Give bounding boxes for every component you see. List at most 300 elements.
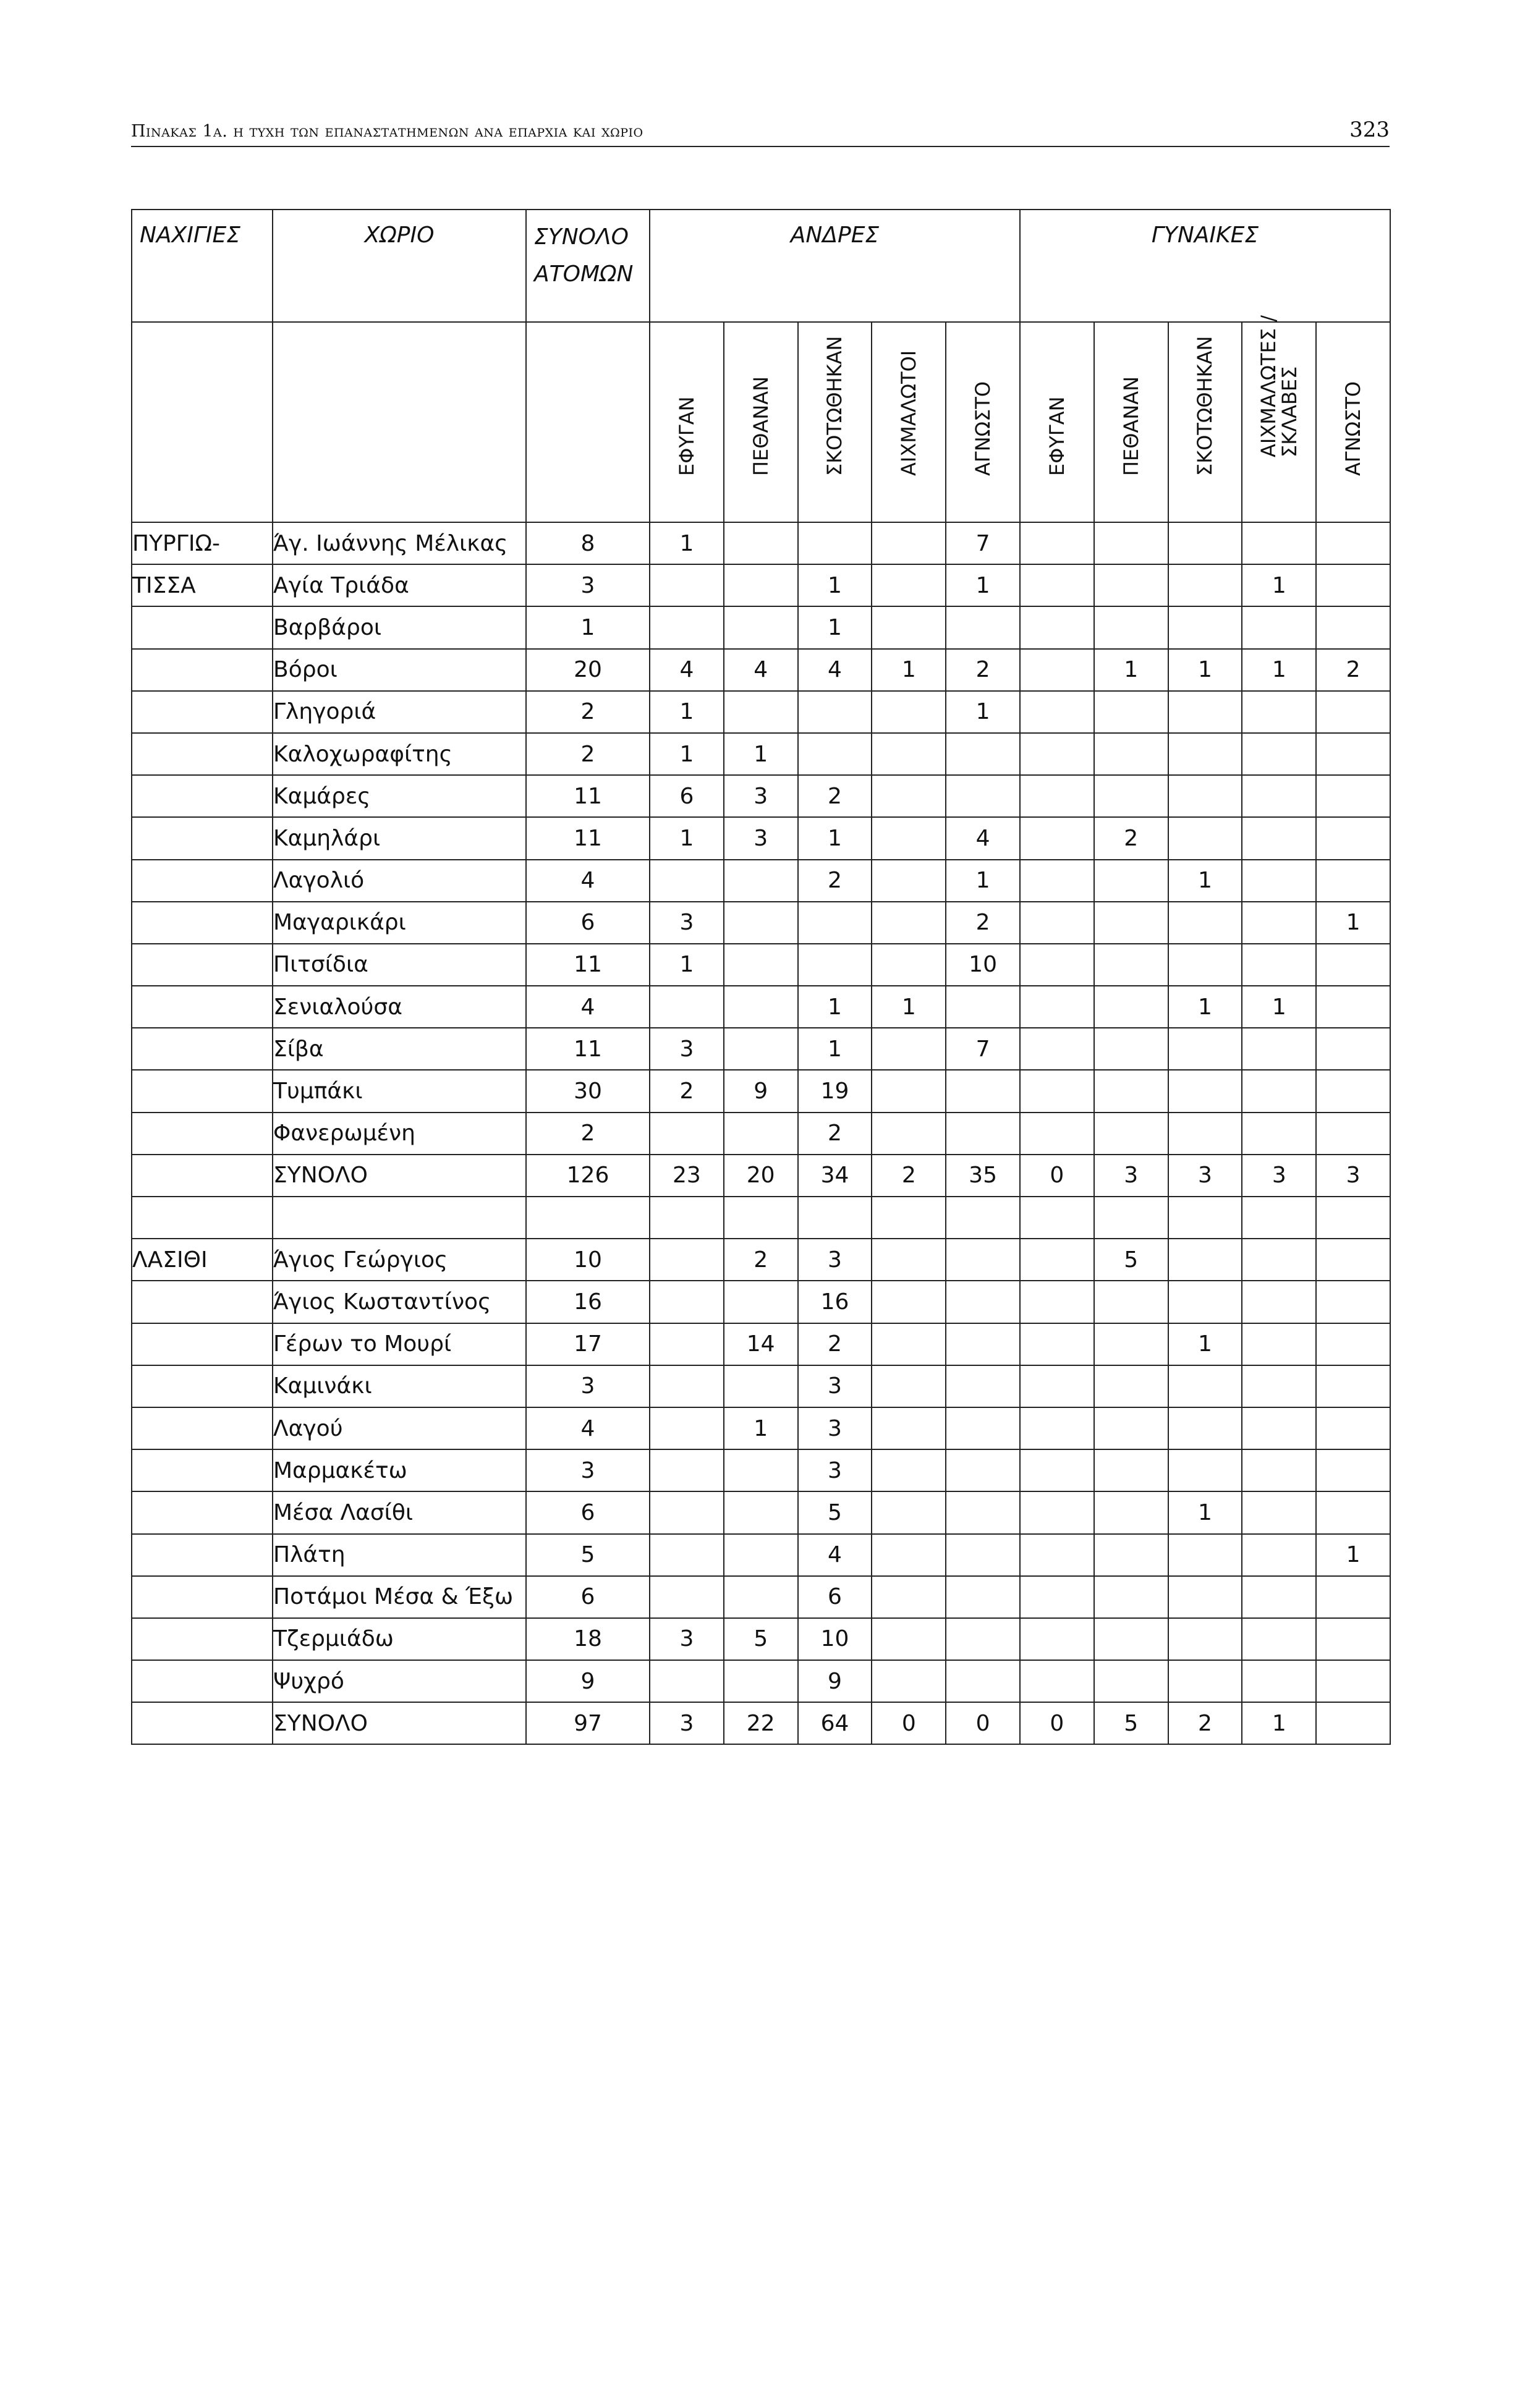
subheader-label: ΕΦΥΓΑΝ (674, 396, 699, 476)
header-row-sub (132, 322, 1390, 522)
subheader-label: ΑΙΧΜΑΛΩΤΟΙ (897, 350, 921, 476)
cell-value: 1 (1242, 986, 1316, 1028)
cell-value (1020, 986, 1094, 1028)
header-xorio: ΧΩΡΙΟ (273, 210, 526, 322)
cell-value (724, 1534, 798, 1576)
cell-value (1020, 606, 1094, 648)
cell-value (1020, 1323, 1094, 1365)
subheader-cell (798, 322, 872, 522)
cell-xorio (273, 1197, 526, 1239)
cell-value (1242, 1113, 1316, 1155)
cell-value: 1 (798, 1028, 872, 1070)
cell-value (1094, 691, 1168, 733)
cell-eparxia (132, 944, 273, 986)
cell-value (1020, 1449, 1094, 1491)
cell-value: 1 (724, 733, 798, 775)
cell-value: 3 (798, 1407, 872, 1449)
cell-xorio: Μέσα Λασίθι (273, 1491, 526, 1533)
cell-value (650, 1113, 724, 1155)
cell-value (1094, 606, 1168, 648)
cell-value (724, 902, 798, 944)
cell-xorio: Λαγού (273, 1407, 526, 1449)
cell-value: 1 (946, 691, 1020, 733)
cell-xorio: Σενιαλούσα (273, 986, 526, 1028)
cell-value: 14 (724, 1323, 798, 1365)
cell-value (872, 1365, 946, 1407)
cell-value (724, 860, 798, 902)
cell-value: 1 (1316, 902, 1390, 944)
cell-value (1316, 775, 1390, 817)
table-row (132, 1576, 1390, 1618)
cell-value (1316, 1323, 1390, 1365)
cell-value (1020, 1365, 1094, 1407)
cell-value (1168, 817, 1242, 859)
cell-value (872, 775, 946, 817)
cell-value (798, 944, 872, 986)
cell-value: 1 (1242, 564, 1316, 606)
cell-xorio: Μαγαρικάρι (273, 902, 526, 944)
cell-value (872, 1491, 946, 1533)
cell-value (872, 1281, 946, 1323)
cell-value: 3 (650, 1028, 724, 1070)
cell-synolo: 3 (526, 564, 650, 606)
subheader-cell (872, 322, 946, 522)
cell-value (1168, 1449, 1242, 1491)
cell-synolo: 6 (526, 1576, 650, 1618)
cell-synolo: 10 (526, 1239, 650, 1281)
table-row (132, 1197, 1390, 1239)
cell-value: 3 (1168, 1155, 1242, 1197)
cell-value: 1 (946, 564, 1020, 606)
cell-value (1094, 1323, 1168, 1365)
cell-value (1168, 1113, 1242, 1155)
cell-value (650, 1660, 724, 1702)
cell-eparxia (132, 860, 273, 902)
cell-xorio: Βαρβάροι (273, 606, 526, 648)
cell-value: 1 (650, 817, 724, 859)
cell-value: 1 (872, 986, 946, 1028)
cell-value (1168, 944, 1242, 986)
cell-value: 0 (1020, 1702, 1094, 1744)
cell-value (724, 522, 798, 564)
cell-value: 2 (724, 1239, 798, 1281)
cell-value (872, 606, 946, 648)
cell-value: 1 (798, 986, 872, 1028)
cell-value: 3 (798, 1449, 872, 1491)
table-row (132, 1239, 1390, 1281)
cell-value (1094, 1365, 1168, 1407)
cell-value: 9 (798, 1660, 872, 1702)
cell-value (1168, 1281, 1242, 1323)
cell-value: 1 (650, 944, 724, 986)
cell-synolo: 2 (526, 1113, 650, 1155)
cell-value (1094, 1449, 1168, 1491)
cell-value: 1 (1168, 1491, 1242, 1533)
cell-value (1094, 902, 1168, 944)
table-row (132, 902, 1390, 944)
cell-value (1094, 564, 1168, 606)
cell-value (1020, 775, 1094, 817)
cell-value (946, 986, 1020, 1028)
table-row (132, 564, 1390, 606)
cell-value (946, 1239, 1020, 1281)
cell-value (1316, 606, 1390, 648)
cell-value (1020, 1113, 1094, 1155)
cell-value (1094, 986, 1168, 1028)
cell-value: 16 (798, 1281, 872, 1323)
header-empty-cell (273, 322, 526, 522)
cell-xorio: Αγία Τριάδα (273, 564, 526, 606)
cell-value (1020, 1576, 1094, 1618)
cell-value (1168, 1070, 1242, 1112)
cell-synolo: 2 (526, 691, 650, 733)
cell-value (724, 606, 798, 648)
cell-xorio: Τυμπάκι (273, 1070, 526, 1112)
cell-value (1094, 733, 1168, 775)
cell-value (650, 1576, 724, 1618)
cell-synolo: 11 (526, 817, 650, 859)
cell-eparxia (132, 1155, 273, 1197)
cell-value (1242, 1070, 1316, 1112)
cell-value (1094, 944, 1168, 986)
cell-value (872, 944, 946, 986)
cell-value: 22 (724, 1702, 798, 1744)
cell-value (872, 1323, 946, 1365)
cell-value (946, 606, 1020, 648)
cell-xorio: Γέρων το Μουρί (273, 1323, 526, 1365)
cell-value (724, 1576, 798, 1618)
cell-value: 2 (1094, 817, 1168, 859)
subheader-label: ΣΚΟΤΩΘΗΚΑΝ (823, 336, 847, 476)
cell-xorio: Καλοχωραφίτης (273, 733, 526, 775)
cell-synolo: 9 (526, 1660, 650, 1702)
cell-value (1168, 1028, 1242, 1070)
cell-value: 1 (650, 691, 724, 733)
table-row (132, 775, 1390, 817)
cell-synolo: 3 (526, 1449, 650, 1491)
cell-value (1094, 1407, 1168, 1449)
cell-value (1094, 1281, 1168, 1323)
cell-value (1242, 1028, 1316, 1070)
cell-value: 20 (724, 1155, 798, 1197)
cell-value: 2 (798, 1113, 872, 1155)
cell-value (1316, 733, 1390, 775)
cell-value (1242, 606, 1316, 648)
cell-value (946, 1281, 1020, 1323)
cell-value: 3 (724, 817, 798, 859)
cell-value (1242, 1407, 1316, 1449)
table-row (132, 691, 1390, 733)
cell-xorio: Λαγολιό (273, 860, 526, 902)
cell-synolo: 126 (526, 1155, 650, 1197)
cell-value (1242, 1281, 1316, 1323)
cell-synolo: 18 (526, 1618, 650, 1660)
cell-value (724, 1365, 798, 1407)
cell-value (1242, 1576, 1316, 1618)
cell-value (1020, 649, 1094, 691)
cell-value (1094, 1660, 1168, 1702)
cell-synolo: 4 (526, 986, 650, 1028)
table-row (132, 1449, 1390, 1491)
cell-value: 2 (872, 1155, 946, 1197)
cell-eparxia (132, 606, 273, 648)
cell-value: 5 (798, 1491, 872, 1533)
cell-value (1094, 1070, 1168, 1112)
cell-value (872, 1534, 946, 1576)
header-synolo: ΣΥΝΟΛΟ ΑΤΟΜΩΝ (526, 210, 650, 322)
cell-value (1020, 1239, 1094, 1281)
cell-value (946, 1618, 1020, 1660)
cell-value: 2 (650, 1070, 724, 1112)
subheader-cell (1168, 322, 1242, 522)
table-row (132, 522, 1390, 564)
header-empty-cell (132, 322, 273, 522)
cell-value: 1 (1316, 1534, 1390, 1576)
cell-value (1242, 1197, 1316, 1239)
cell-eparxia (132, 649, 273, 691)
cell-xorio: Καμινάκι (273, 1365, 526, 1407)
cell-value (1168, 1197, 1242, 1239)
cell-value (1242, 1449, 1316, 1491)
cell-value (1316, 1113, 1390, 1155)
cell-value: 4 (650, 649, 724, 691)
cell-xorio: Ποτάμοι Μέσα & Έξω (273, 1576, 526, 1618)
cell-xorio: Τζερμιάδω (273, 1618, 526, 1660)
cell-value (1094, 1576, 1168, 1618)
cell-value: 3 (798, 1239, 872, 1281)
cell-value (872, 1660, 946, 1702)
cell-synolo: 4 (526, 860, 650, 902)
cell-xorio: Φανερωμένη (273, 1113, 526, 1155)
cell-value: 5 (724, 1618, 798, 1660)
cell-value (1020, 733, 1094, 775)
cell-value (1242, 1239, 1316, 1281)
cell-value (1094, 1113, 1168, 1155)
cell-value (798, 522, 872, 564)
cell-value (1020, 1197, 1094, 1239)
cell-eparxia (132, 1660, 273, 1702)
cell-value: 23 (650, 1155, 724, 1197)
cell-value (1316, 522, 1390, 564)
table-row (132, 1491, 1390, 1533)
cell-value: 1 (1168, 986, 1242, 1028)
header-eparxies: ΝΑΧΙΓΙΕΣ (132, 210, 273, 322)
cell-value (1020, 1407, 1094, 1449)
table-row (132, 860, 1390, 902)
subheader-cell (1094, 322, 1168, 522)
subheader-label: ΑΓΝΩΣΤΟ (971, 381, 995, 476)
cell-value (724, 986, 798, 1028)
table-row (132, 1070, 1390, 1112)
cell-value (1316, 860, 1390, 902)
table-row (132, 649, 1390, 691)
cell-eparxia (132, 1491, 273, 1533)
cell-value: 3 (650, 902, 724, 944)
cell-eparxia (132, 1702, 273, 1744)
cell-eparxia (132, 733, 273, 775)
cell-eparxia (132, 1618, 273, 1660)
cell-value: 1 (798, 564, 872, 606)
cell-value: 1 (1094, 649, 1168, 691)
cell-value: 10 (798, 1618, 872, 1660)
cell-value: 1 (1168, 860, 1242, 902)
table-row (132, 1323, 1390, 1365)
cell-value (946, 1365, 1020, 1407)
subheader-cell (724, 322, 798, 522)
cell-value (946, 1407, 1020, 1449)
header-gynaikes: ΓΥΝΑΙΚΕΣ (1020, 210, 1390, 322)
cell-value (650, 1239, 724, 1281)
cell-xorio: Άγιος Κωσταντίνος (273, 1281, 526, 1323)
subheader-label: ΑΓΝΩΣΤΟ (1341, 381, 1365, 476)
cell-value (1316, 564, 1390, 606)
cell-value (1242, 1365, 1316, 1407)
cell-eparxia (132, 1197, 273, 1239)
table-row (132, 1113, 1390, 1155)
cell-value (946, 1323, 1020, 1365)
cell-value (1242, 817, 1316, 859)
cell-value (1168, 1576, 1242, 1618)
table-body (132, 522, 1390, 1744)
cell-eparxia (132, 775, 273, 817)
cell-synolo: 8 (526, 522, 650, 564)
cell-value: 1 (1168, 649, 1242, 691)
cell-eparxia (132, 817, 273, 859)
subheader-cell (1242, 315, 1316, 522)
subheader-label: ΠΕΘΑΝΑΝ (1119, 376, 1143, 476)
cell-value: 1 (798, 817, 872, 859)
subheader-cell (1020, 322, 1094, 522)
cell-value (872, 1449, 946, 1491)
cell-eparxia (132, 1113, 273, 1155)
cell-eparxia: ΤΙΣΣΑ (132, 564, 273, 606)
cell-value: 2 (946, 649, 1020, 691)
cell-value (798, 691, 872, 733)
table-row (132, 1155, 1390, 1197)
subheader-label: ΕΦΥΓΑΝ (1045, 396, 1069, 476)
cell-synolo: 11 (526, 775, 650, 817)
cell-value (946, 1660, 1020, 1702)
cell-value (1094, 775, 1168, 817)
cell-value (1020, 1618, 1094, 1660)
table-row (132, 1660, 1390, 1702)
cell-synolo: 1 (526, 606, 650, 648)
cell-value (1316, 817, 1390, 859)
cell-value (1168, 1239, 1242, 1281)
cell-value: 1 (650, 733, 724, 775)
cell-eparxia (132, 986, 273, 1028)
cell-value (946, 1113, 1020, 1155)
cell-value (650, 1365, 724, 1407)
cell-value (1020, 860, 1094, 902)
cell-value (1168, 1618, 1242, 1660)
cell-value (872, 1070, 946, 1112)
cell-eparxia (132, 1281, 273, 1323)
table-row (132, 606, 1390, 648)
cell-xorio: Καμάρες (273, 775, 526, 817)
cell-value (1020, 817, 1094, 859)
cell-value: 4 (798, 649, 872, 691)
cell-value (650, 1197, 724, 1239)
cell-value (872, 1028, 946, 1070)
cell-value (650, 606, 724, 648)
cell-value: 2 (798, 860, 872, 902)
cell-value (1094, 522, 1168, 564)
cell-synolo: 20 (526, 649, 650, 691)
cell-value: 2 (798, 1323, 872, 1365)
cell-value (872, 733, 946, 775)
cell-value: 0 (946, 1702, 1020, 1744)
cell-eparxia (132, 1323, 273, 1365)
cell-value (1094, 1028, 1168, 1070)
page-number: 323 (1349, 117, 1390, 142)
cell-value: 1 (946, 860, 1020, 902)
subheader-cell (946, 322, 1020, 522)
cell-value (1020, 1281, 1094, 1323)
cell-value (1094, 860, 1168, 902)
table-row (132, 1702, 1390, 1744)
cell-xorio: Άγιος Γεώργιος (273, 1239, 526, 1281)
cell-value (1242, 1491, 1316, 1533)
cell-value: 3 (650, 1702, 724, 1744)
cell-xorio: Πιτσίδια (273, 944, 526, 986)
cell-value (1168, 522, 1242, 564)
cell-xorio: Γληγοριά (273, 691, 526, 733)
cell-value (872, 902, 946, 944)
cell-value: 0 (872, 1702, 946, 1744)
cell-value (650, 1407, 724, 1449)
table-row (132, 944, 1390, 986)
cell-value: 3 (1242, 1155, 1316, 1197)
cell-value (724, 1660, 798, 1702)
cell-value (724, 1491, 798, 1533)
cell-synolo: 11 (526, 944, 650, 986)
cell-value: 3 (798, 1365, 872, 1407)
cell-value (946, 1534, 1020, 1576)
cell-value (1316, 1491, 1390, 1533)
cell-value (1168, 1407, 1242, 1449)
cell-value (946, 1197, 1020, 1239)
cell-value (1316, 1070, 1390, 1112)
cell-value: 1 (872, 649, 946, 691)
cell-value (1316, 944, 1390, 986)
cell-value (1020, 522, 1094, 564)
cell-value (1242, 691, 1316, 733)
cell-value: 3 (1094, 1155, 1168, 1197)
table-row (132, 1281, 1390, 1323)
cell-value (1242, 902, 1316, 944)
cell-value (872, 564, 946, 606)
cell-value: 3 (650, 1618, 724, 1660)
cell-synolo: 97 (526, 1702, 650, 1744)
cell-value (724, 944, 798, 986)
cell-value: 4 (724, 649, 798, 691)
cell-value: 1 (798, 606, 872, 648)
cell-value: 0 (1020, 1155, 1094, 1197)
cell-synolo: 16 (526, 1281, 650, 1323)
subheader-cell (1316, 322, 1390, 522)
cell-synolo (526, 1197, 650, 1239)
cell-xorio: Πλάτη (273, 1534, 526, 1576)
cell-value: 4 (946, 817, 1020, 859)
cell-value: 2 (1316, 649, 1390, 691)
cell-eparxia (132, 1534, 273, 1576)
cell-value: 5 (1094, 1702, 1168, 1744)
cell-value (1168, 1660, 1242, 1702)
cell-value: 1 (1242, 649, 1316, 691)
cell-value: 9 (724, 1070, 798, 1112)
cell-value (1316, 986, 1390, 1028)
